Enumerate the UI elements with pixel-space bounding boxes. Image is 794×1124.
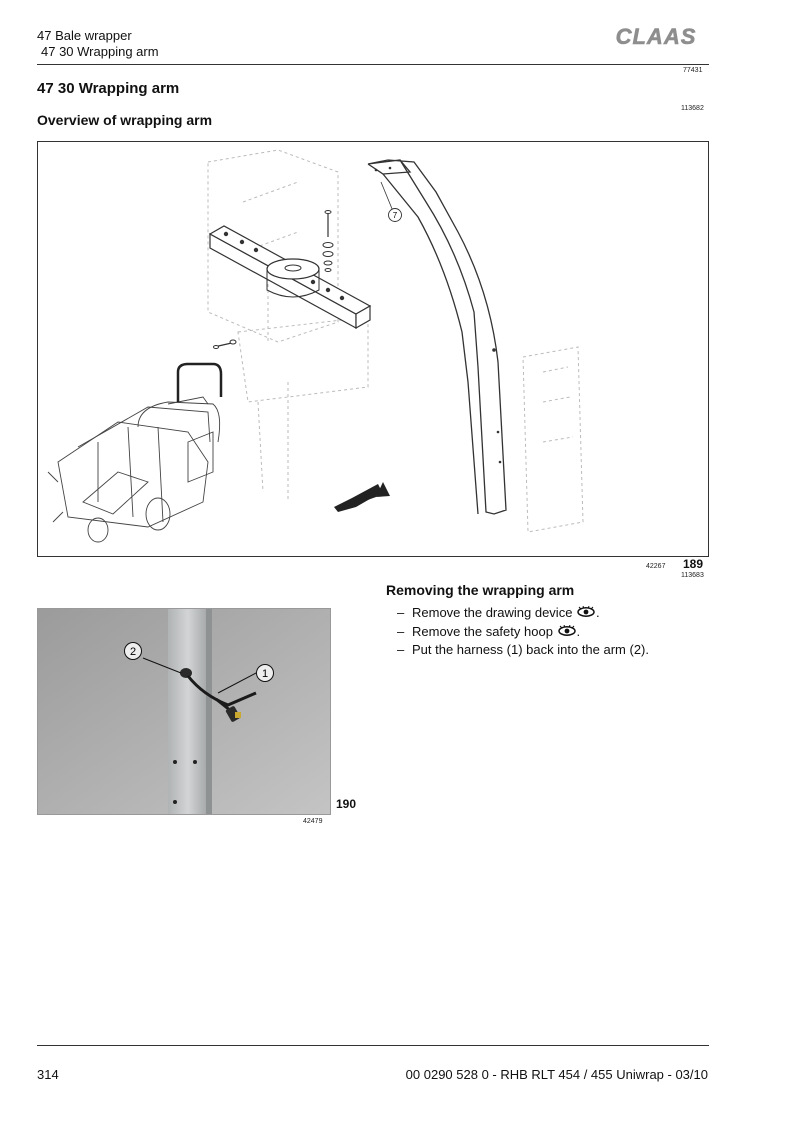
figure-190-number: 190 [336,797,357,811]
figure-189-frame [37,141,709,557]
section-title: 47 30 Wrapping arm [41,44,159,59]
step-dash: – [397,642,405,657]
callout-7-label: 7 [392,211,398,220]
removing-steps-list [397,604,717,660]
document-reference: 00 0290 528 0 - RHB RLT 454 / 455 Uniwrap - 03/10 [405,1067,708,1082]
chapter-title: 47 Bale wrapper [37,28,132,43]
doc-id-top: 77431 [683,67,703,74]
step-dash: – [397,605,405,620]
step-end: . [596,605,600,620]
claas-logo [604,24,708,48]
callout-2 [123,641,143,661]
figure-189-number: 189 [683,557,704,571]
overview-heading: Overview of wrapping arm [37,112,213,128]
doc-id-removing: 113683 [681,572,704,579]
eye-icon [576,606,596,618]
list-item [397,604,717,623]
callout-1 [255,663,275,683]
doc-id-overview: 113682 [681,105,704,112]
page-number: 314 [37,1067,59,1082]
wrapping-arm-exploded-drawing [38,142,708,556]
figure-189-image-code: 42267 [646,563,666,570]
list-item [397,623,717,642]
list-item [397,641,717,660]
footer-rule [37,1045,709,1046]
step-end: . [576,623,581,639]
eye-icon [557,625,577,637]
step-text: Remove the drawing device [412,605,573,620]
figure-190-photo [37,608,331,815]
figure-190-image-code: 42479 [303,818,323,825]
harness-arm-photo [38,609,330,814]
step-dash: – [397,623,405,639]
callout-2-label: 2 [129,646,137,658]
step-text: Remove the safety hoop [412,623,553,639]
callout-7 [387,207,403,223]
page-title: 47 30 Wrapping arm [37,80,180,97]
logo-text: CLAAS [615,24,697,48]
callout-1-label: 1 [261,668,269,680]
removing-heading: Removing the wrapping arm [386,582,575,598]
step-text: Put the harness (1) back into the arm (2). [412,642,649,657]
header-rule [37,64,709,65]
